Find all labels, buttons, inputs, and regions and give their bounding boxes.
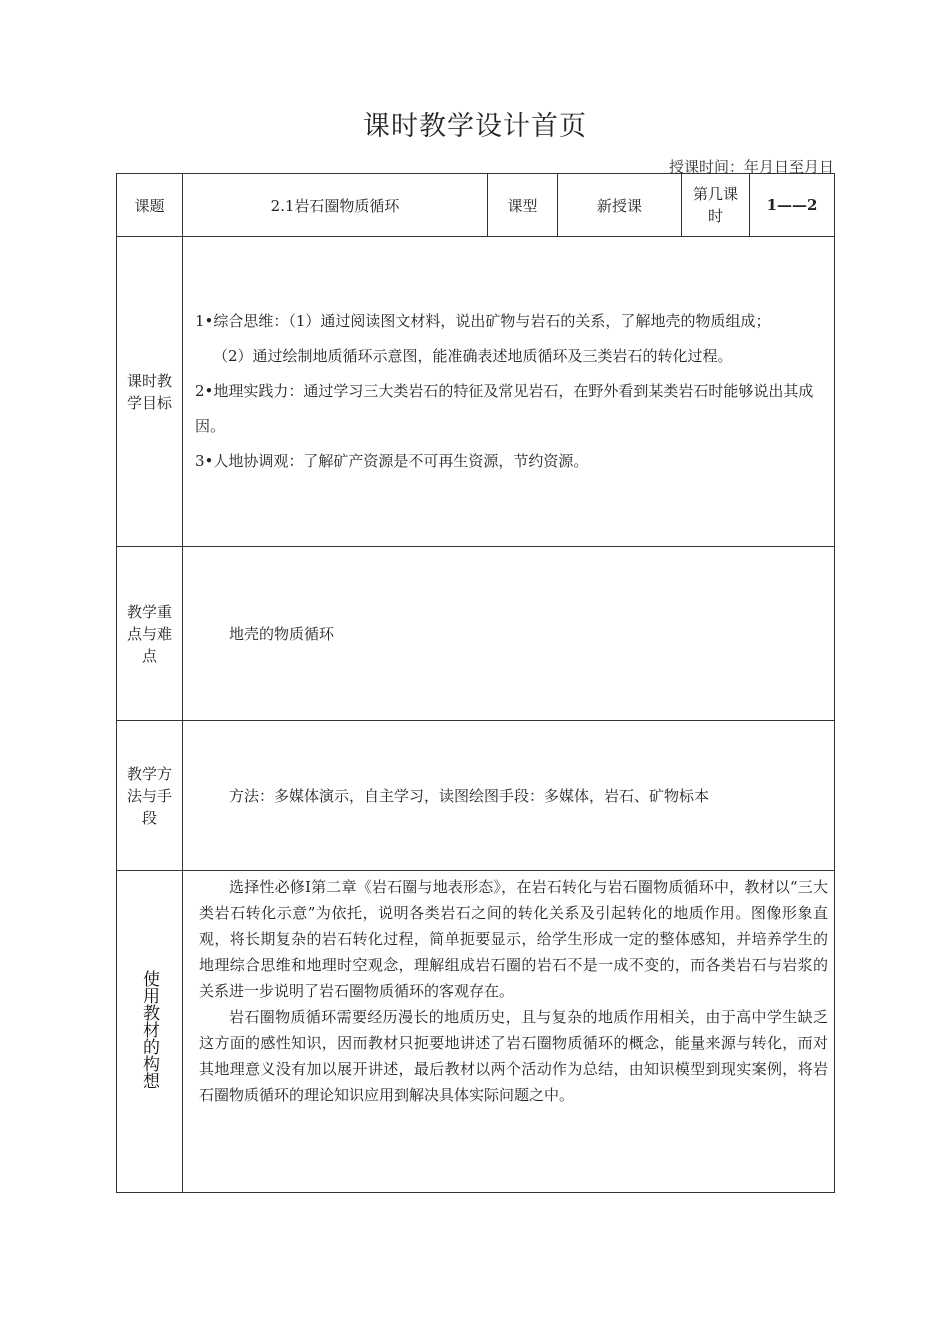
page-title: 课时教学设计首页 [363, 111, 587, 142]
material-row [117, 871, 835, 1193]
lesson-design-table [116, 173, 835, 1193]
topic-value: 2.1岩石圈物质循环 [183, 174, 488, 237]
methods-row [117, 721, 835, 871]
objectives-label-cell [117, 237, 183, 547]
methods-label: 教学方法与手段 [126, 764, 172, 827]
objective-item: 2•地理实践力：通过学习三大类岩石的特征及常见岩石，在野外看到某类岩石时能够说出其成因。 [195, 382, 814, 435]
material-paragraph: 岩石圈物质循环需要经历漫长的地质历史，且与复杂的地质作用相关，由于高中学生缺乏这方面的感性知识，因而教材只扼要地讲述了岩石圈物质循环的概念，能量来源与转化，而对其地理意义没有加以展开讲述，最后教材以两个活动作为总结，由知识模型到现实案例，将岩石圈物质循环的理论知识应用到解决具体实际问题之中。 [199, 1008, 828, 1104]
objectives-row [117, 237, 835, 547]
keypoints-value: 地壳的物质循环 [183, 547, 835, 721]
period-value: 1——2 [750, 174, 835, 237]
keypoints-row [117, 547, 835, 721]
type-value: 新授课 [558, 174, 682, 237]
objective-item: 3•人地协调观：了解矿产资源是不可再生资源，节约资源。 [195, 452, 589, 470]
material-content [183, 871, 835, 1193]
period-label-text: 第几课时 [692, 185, 738, 225]
topic-label: 课题 [117, 174, 183, 237]
keypoints-label: 教学重点与难点 [126, 602, 172, 665]
lesson-time: 授课时间：年月日至月日 [668, 158, 834, 176]
objective-item: 1•综合思维：（1）通过阅读图文材料，说出矿物与岩石的关系，了解地壳的物质组成； [195, 312, 771, 330]
keypoints-label-cell [117, 547, 183, 721]
objective-item: （2）通过绘制地质循环示意图，能准确表述地质循环及三类岩石的转化过程。 [213, 347, 733, 365]
material-label-cell [117, 871, 183, 1193]
methods-value: 方法：多媒体演示，自主学习，读图绘图手段：多媒体，岩石、矿物标本 [183, 721, 835, 871]
material-label: 使用教材的构想 [139, 970, 159, 1089]
header-row [117, 174, 835, 237]
objectives-content [183, 237, 835, 547]
material-paragraph: 选择性必修I第二章《岩石圈与地表形态》，在岩石转化与岩石圈物质循环中，教材以“三大类岩石转化示意”为依托，说明各类岩石之间的转化关系及引起转化的地质作用。图像形象直观，将长期复杂的岩石转化过程，简单扼要显示，给学生形成一定的整体感知，并培养学生的地理综合思维和地理时空观念，理解组成岩石圈的岩石不是一成不变的，而各类岩石与岩浆的关系进一步说明了岩石圈物质循环的客观存在。 [199, 878, 828, 1000]
objectives-label: 课时教学目标 [126, 371, 172, 412]
methods-label-cell [117, 721, 183, 871]
type-label: 课型 [488, 174, 558, 237]
period-label [682, 174, 750, 237]
